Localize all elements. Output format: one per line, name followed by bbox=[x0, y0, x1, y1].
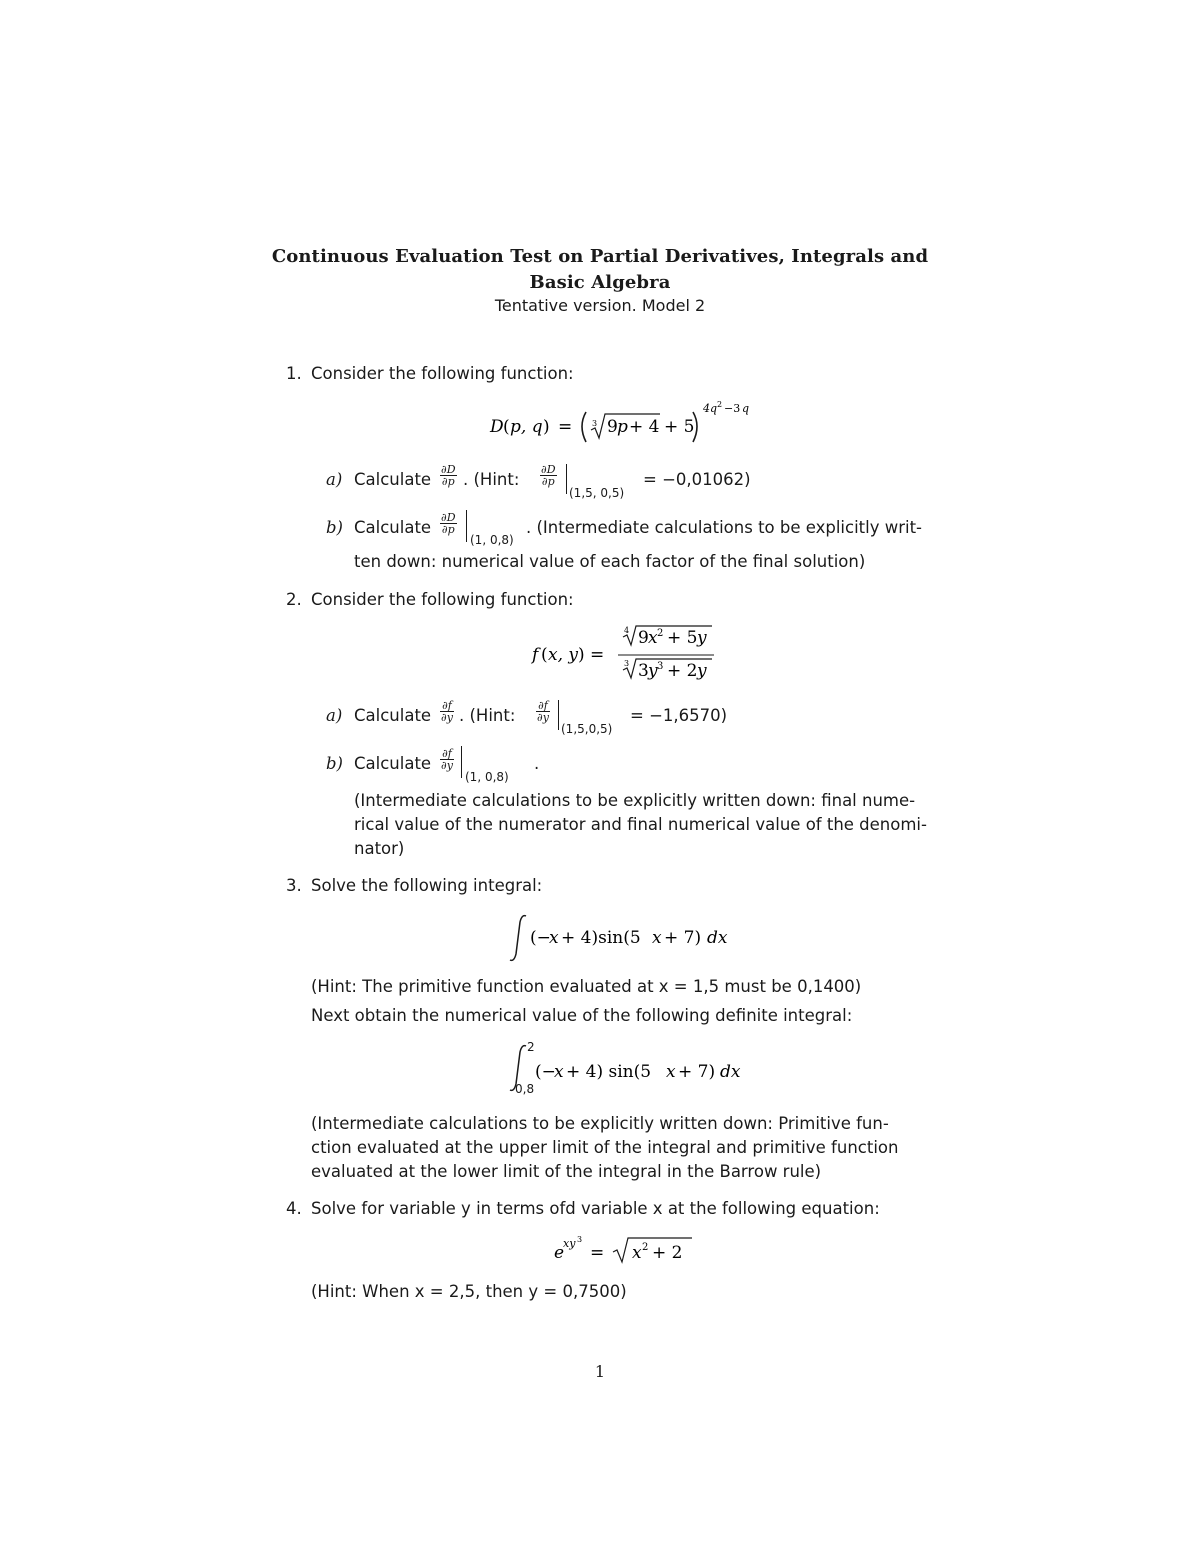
question-1b-line-2: ten down: numerical value of each factor of the final solution) bbox=[354, 552, 866, 571]
svg-text:+ 2: + 2 bbox=[652, 1243, 683, 1263]
svg-text:x: x bbox=[648, 628, 658, 648]
document-subtitle: Tentative version. Model 2 bbox=[494, 296, 706, 315]
svg-text:3: 3 bbox=[592, 419, 598, 428]
question-3-formula bbox=[508, 912, 748, 964]
question-2-intro: Consider the following function: bbox=[311, 590, 574, 609]
svg-text:+ 4: + 4 bbox=[629, 417, 660, 437]
question-2a-hint-point: (1,5,0,5) bbox=[561, 722, 613, 736]
question-2b-line-1: (Intermediate calculations to be explicitly written down: final nume- bbox=[354, 791, 916, 810]
partial-f-partial-y-fraction-b: $\frac{\partial f}{\partial y}$ bbox=[441, 747, 453, 772]
document-title-line-2: Basic Algebra bbox=[529, 272, 671, 293]
question-2-number: 2. bbox=[286, 590, 302, 609]
question-4-formula bbox=[552, 1232, 702, 1268]
question-1a-text: Calculate bbox=[354, 470, 432, 489]
svg-text:+ 5: + 5 bbox=[667, 628, 698, 648]
svg-text:y: y bbox=[697, 628, 707, 648]
question-1a-label: a) bbox=[326, 470, 343, 489]
question-3-note-line-3: evaluated at the lower limit of the integral in the Barrow rule) bbox=[311, 1162, 822, 1181]
question-1b-rest: . (Intermediate calculations to be explicitly writ- bbox=[526, 518, 923, 537]
svg-text:2: 2 bbox=[657, 628, 664, 639]
svg-text:−3: −3 bbox=[724, 402, 741, 415]
svg-text:p, q: p, q bbox=[510, 417, 543, 437]
question-3-definite-formula bbox=[508, 1040, 758, 1096]
question-1a-hint-point: (1,5, 0,5) bbox=[569, 486, 625, 500]
svg-text:3: 3 bbox=[657, 661, 664, 672]
question-2b-point: (1, 0,8) bbox=[465, 770, 509, 784]
page-number: 1 bbox=[594, 1362, 606, 1381]
svg-text:4: 4 bbox=[624, 626, 630, 635]
evaluation-bar-b bbox=[466, 510, 467, 542]
svg-text:(: ( bbox=[541, 645, 548, 665]
evaluation-bar bbox=[566, 464, 567, 494]
svg-text:3: 3 bbox=[577, 1235, 583, 1244]
svg-text:): ) bbox=[578, 645, 585, 665]
svg-text:+ 4) sin(5: + 4) sin(5 bbox=[566, 1062, 652, 1082]
partial-D-partial-p-fraction-b: $\frac{\partial D}{\partial p}$ bbox=[441, 511, 456, 536]
svg-text:3: 3 bbox=[624, 659, 630, 668]
hint-partial-f-partial-y-fraction: $\frac{\partial f}{\partial y}$ bbox=[537, 699, 549, 724]
question-2b-line-3: nator) bbox=[354, 839, 405, 858]
svg-text:(−: (− bbox=[535, 1062, 556, 1082]
question-1a-hint-value: = −0,01062) bbox=[643, 470, 751, 489]
question-2b-rest: . bbox=[534, 754, 540, 773]
question-3-next: Next obtain the numerical value of the following definite integral: bbox=[311, 1006, 853, 1025]
svg-text:x: x bbox=[554, 1062, 564, 1082]
svg-text:=: = bbox=[558, 417, 573, 437]
question-2-formula bbox=[530, 624, 730, 686]
svg-text:+ 2: + 2 bbox=[667, 661, 698, 681]
question-1-intro: Consider the following function: bbox=[311, 364, 574, 383]
integral-upper-limit: 2 bbox=[527, 1040, 535, 1054]
svg-text:(−: (− bbox=[530, 928, 551, 948]
question-2a-text: Calculate bbox=[354, 706, 432, 725]
svg-text:): ) bbox=[543, 417, 550, 437]
svg-text:2: 2 bbox=[642, 1242, 649, 1253]
svg-text:(: ( bbox=[503, 417, 510, 437]
question-4-hint: (Hint: When x = 2,5, then y = 0,7500) bbox=[311, 1282, 627, 1301]
svg-text:q: q bbox=[742, 402, 750, 415]
question-1-formula bbox=[488, 398, 788, 448]
question-4-number: 4. bbox=[286, 1199, 302, 1218]
svg-text:+ 7): + 7) bbox=[664, 928, 702, 948]
question-2a-label: a) bbox=[326, 706, 343, 725]
svg-text:4q: 4q bbox=[703, 402, 718, 415]
question-3-intro: Solve the following integral: bbox=[311, 876, 543, 895]
svg-text:x, y: x, y bbox=[548, 645, 578, 665]
question-1b-text: Calculate bbox=[354, 518, 432, 537]
svg-text:xy: xy bbox=[563, 1237, 576, 1250]
svg-text:3: 3 bbox=[638, 661, 649, 681]
svg-text:x: x bbox=[666, 1062, 676, 1082]
svg-text:dx: dx bbox=[707, 928, 728, 948]
evaluation-bar-2a bbox=[558, 700, 559, 730]
question-3-note-line-1: (Intermediate calculations to be explicitly written down: Primitive fun- bbox=[311, 1114, 889, 1133]
integral-lower-limit: 0,8 bbox=[515, 1082, 535, 1096]
svg-text:D: D bbox=[490, 417, 504, 437]
question-3-hint: (Hint: The primitive function evaluated at x = 1,5 must be 0,1400) bbox=[311, 977, 862, 996]
svg-text:+ 7): + 7) bbox=[678, 1062, 716, 1082]
question-2b-label: b) bbox=[326, 754, 343, 773]
svg-text:2: 2 bbox=[717, 400, 723, 409]
question-3-note-line-2: ction evaluated at the upper limit of the integral and primitive function bbox=[311, 1138, 899, 1157]
question-2b-line-2: rical value of the numerator and final numerical value of the denomi- bbox=[354, 815, 927, 834]
svg-text:9: 9 bbox=[638, 628, 649, 648]
question-1b-label: b) bbox=[326, 518, 343, 537]
evaluation-bar-2b bbox=[461, 746, 462, 778]
svg-text:9: 9 bbox=[607, 417, 618, 437]
svg-text:y: y bbox=[697, 661, 707, 681]
svg-text:p: p bbox=[617, 417, 628, 437]
svg-text:+ 5: + 5 bbox=[664, 417, 695, 437]
svg-text:x: x bbox=[549, 928, 559, 948]
document-title-line-1: Continuous Evaluation Test on Partial Derivatives, Integrals and bbox=[271, 246, 929, 267]
svg-text:x: x bbox=[652, 928, 662, 948]
svg-text:+ 4)sin(5: + 4)sin(5 bbox=[561, 928, 641, 948]
svg-text:dx: dx bbox=[720, 1062, 741, 1082]
svg-text:x: x bbox=[632, 1243, 642, 1263]
svg-text:=: = bbox=[590, 645, 605, 665]
hint-partial-D-partial-p-fraction: $\frac{\partial D}{\partial p}$ bbox=[541, 463, 556, 488]
question-2a-hint-open: . (Hint: bbox=[459, 706, 516, 725]
question-2a-hint-value: = −1,6570) bbox=[630, 706, 728, 725]
svg-text:y: y bbox=[648, 661, 658, 681]
question-4-intro: Solve for variable y in terms ofd variable x at the following equation: bbox=[311, 1199, 880, 1218]
question-1a-hint-open: . (Hint: bbox=[463, 470, 520, 489]
svg-text:e: e bbox=[554, 1243, 565, 1263]
svg-text:=: = bbox=[590, 1243, 605, 1263]
question-1-number: 1. bbox=[286, 364, 302, 383]
partial-f-partial-y-fraction: $\frac{\partial f}{\partial y}$ bbox=[441, 699, 453, 724]
partial-D-partial-p-fraction: $\frac{\partial D}{\partial p}$ bbox=[441, 463, 456, 488]
question-3-number: 3. bbox=[286, 876, 302, 895]
question-2b-text: Calculate bbox=[354, 754, 432, 773]
svg-text:f: f bbox=[532, 645, 539, 665]
question-1b-point: (1, 0,8) bbox=[470, 533, 514, 547]
